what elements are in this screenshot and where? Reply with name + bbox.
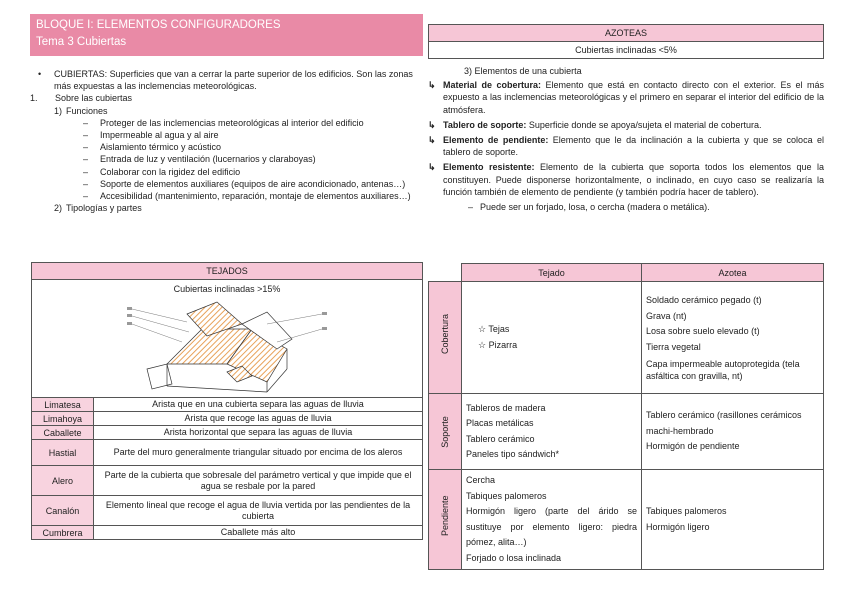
elemento-item: ↳ Tablero de soporte: Superficie donde se apoya/sujeta el material de cobertura. xyxy=(428,119,762,130)
elementos-section xyxy=(428,65,824,213)
arrow-icon: ↳ xyxy=(428,119,436,130)
azotea-cell: Tabiques palomeros Hormigón ligero xyxy=(642,470,824,570)
list-item: – Entrada de luz y ventilación (lucernarios y claraboyas) xyxy=(83,154,316,165)
table-row xyxy=(32,412,423,426)
term-cell: Hastial xyxy=(32,440,94,466)
table-row xyxy=(32,426,423,440)
tejados-table xyxy=(31,262,423,540)
definition-cell: Arista que en una cubierta separa las aguas de lluvia xyxy=(94,398,423,412)
definition-cell: Elemento lineal que recoge el agua de lluvia vertida por las pendientes de la cubierta xyxy=(94,496,423,526)
azoteas-subtitle: Cubiertas inclinadas <5% xyxy=(429,42,824,59)
table-row xyxy=(32,440,423,466)
list-item: – Proteger de las inclemencias meteorológicas al interior del edificio xyxy=(83,117,364,128)
tejado-cell: Tableros de madera Placas metálicas Tablero cerámico Paneles tipo sándwich* xyxy=(462,394,642,470)
elemento-item: ↳ Material de cobertura: Elemento que está en contacto directo con el exterior. Es el más expuesto a las inclemencias meteorológicas y el primero en separar el interior del edificio de la atmósfera. xyxy=(428,80,824,115)
table-row xyxy=(32,398,423,412)
term-cell: Limahoya xyxy=(32,412,94,426)
elemento-item: ↳ Elemento resistente: Elemento de la cubierta que soporta todos los elementos que la constituyen. Puede disponerse horizontalmente, o inclinado, en cuyo caso se realizaría la función también de elemento de pendiente (y también podría hacer de tablero). xyxy=(428,162,824,197)
table-row xyxy=(32,496,423,526)
arrow-icon: ↳ xyxy=(428,80,436,91)
right-column xyxy=(428,24,824,584)
table-row xyxy=(32,466,423,496)
elementos-heading: 3) Elementos de una cubierta xyxy=(464,66,582,76)
topic-title: Tema 3 Cubiertas xyxy=(36,36,127,48)
block-title: BLOQUE I: ELEMENTOS CONFIGURADORES xyxy=(36,19,281,31)
tejados-title: TEJADOS xyxy=(32,263,423,280)
azoteas-header-table xyxy=(428,24,824,59)
list-item: – Aislamiento térmico y acústico xyxy=(83,142,222,153)
table-row xyxy=(429,470,824,570)
table-row xyxy=(429,394,824,470)
block-header xyxy=(30,14,423,56)
term-cell: Limatesa xyxy=(32,398,94,412)
list-item: – Soporte de elementos auxiliares (equipos de aire acondicionado, antenas…) xyxy=(83,178,406,189)
definition-cell: Arista que recoge las aguas de lluvia xyxy=(94,412,423,426)
definition-cell: Arista horizontal que separa las aguas de lluvia xyxy=(94,426,423,440)
elemento-subitem: – Puede ser un forjado, losa, o cercha (madera o metálica). xyxy=(468,202,710,213)
table-row xyxy=(429,282,824,394)
tejado-cell: Cercha Tabiques palomeros Hormigón ligero (parte del árido se sustituye por elemento ligero: piedra pómez, alita…) Forjado o losa inclinada xyxy=(462,470,642,570)
row-header-cobertura: Cobertura xyxy=(429,282,462,394)
section-item: 1. Sobre las cubiertas xyxy=(30,93,133,104)
corner-cell xyxy=(429,264,462,282)
left-column xyxy=(30,14,423,584)
funciones-heading: 1) Funciones xyxy=(54,105,108,116)
elemento-item: ↳ Elemento de pendiente: Elemento que le da inclinación a la cubierta y que se coloca el tablero de soporte. xyxy=(428,135,824,158)
tejado-cell: ☆ Tejas ☆ Pizarra xyxy=(462,282,642,394)
azotea-cell: Soldado cerámico pegado (t) Grava (nt) Losa sobre suelo elevado (t) Tierra vegetal Capa impermeable autoprotegida (tela asfáltica con gravilla, nt) xyxy=(642,282,824,394)
table-row xyxy=(32,526,423,540)
definition-cell: Parte de la cubierta que sobresale del parámetro vertical y que impide que el agua se resbale por la pared xyxy=(94,466,423,496)
intro-text xyxy=(30,68,423,214)
list-item: – Impermeable al agua y al aire xyxy=(83,130,219,141)
term-cell: Cumbrera xyxy=(32,526,94,540)
term-cell: Canalón xyxy=(32,496,94,526)
tipologias-heading: 2) Tipologías y partes xyxy=(54,203,142,214)
arrow-icon: ↳ xyxy=(428,135,436,146)
list-item: – Colaborar con la rigidez del edificio xyxy=(83,166,241,177)
column-header-tejado: Tejado xyxy=(462,264,642,282)
definition-cell: Caballete más alto xyxy=(94,526,423,540)
roof-diagram-cell xyxy=(32,280,423,398)
row-header-pendiente: Pendiente xyxy=(429,470,462,570)
definition-item: • CUBIERTAS: Superficies que van a cerrar la parte superior de los edificios. Son las zonas más expuestas a las inclemencias meteorológicas. xyxy=(38,69,413,92)
comparison-table xyxy=(428,263,824,570)
row-header-soporte: Soporte xyxy=(429,394,462,470)
list-item: – Accesibilidad (mantenimiento, reparación, montaje de elementos auxiliares…) xyxy=(83,191,411,202)
definition-cell: Parte del muro generalmente triangular situado por encima de los aleros xyxy=(94,440,423,466)
term-cell: Caballete xyxy=(32,426,94,440)
roof-diagram xyxy=(127,294,327,394)
term-cell: Alero xyxy=(32,466,94,496)
arrow-icon: ↳ xyxy=(428,162,436,173)
azoteas-title: AZOTEAS xyxy=(429,25,824,42)
column-header-azotea: Azotea xyxy=(642,264,824,282)
diagram-caption: Cubiertas inclinadas >15% xyxy=(173,284,281,294)
azotea-cell: Tablero cerámico (rasillones cerámicos machi-hembrado Hormigón de pendiente xyxy=(642,394,824,470)
